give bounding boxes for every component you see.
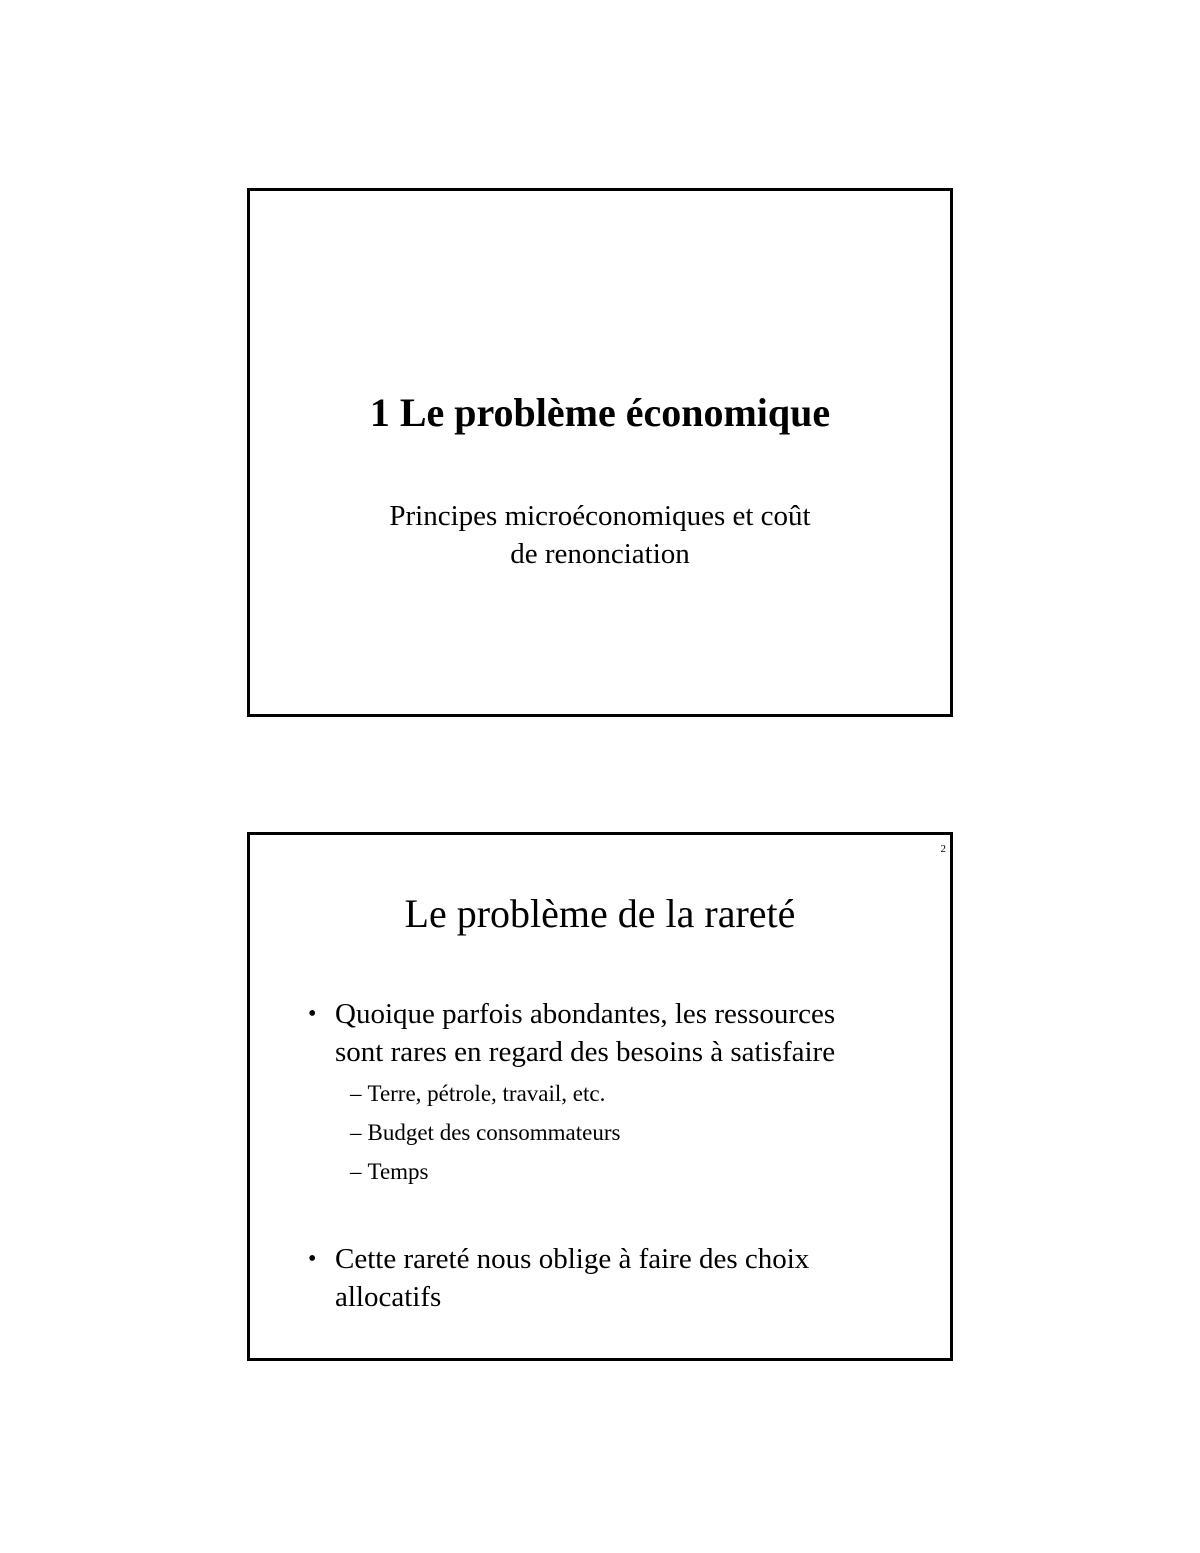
slide-1-title: 1 Le problème économique	[369, 390, 831, 435]
sub-bullet-text: Budget des consommateurs	[367, 1120, 621, 1145]
bullet-text-line-2: allocatifs	[335, 1281, 442, 1313]
bullet-text-line-1: Quoique parfois abondantes, les ressources	[335, 998, 836, 1030]
bullet-text-line-2: sont rares en regard des besoins à satisfaire	[335, 1036, 836, 1068]
slide-1-subtitle-line-2: de renonciation	[510, 538, 690, 570]
sub-bullet-text: Temps	[367, 1159, 429, 1184]
slide-1-subtitle-line-1: Principes microéconomiques et coût	[389, 500, 811, 532]
sub-bullet-dash: –	[350, 1081, 362, 1106]
slide-1-subtitle	[250, 497, 950, 573]
bullet-dot: •	[308, 1001, 317, 1027]
slide-1	[247, 188, 953, 717]
slide-number: 2	[940, 843, 946, 855]
sub-bullet-item	[350, 1119, 620, 1147]
bullet-item	[310, 1240, 910, 1316]
sub-bullet-item	[350, 1158, 429, 1186]
bullet-text-line-1: Cette rareté nous oblige à faire des choix	[335, 1243, 810, 1275]
sub-bullet-item	[350, 1080, 605, 1108]
slide-2-title: Le problème de la rareté	[404, 891, 796, 936]
sub-bullet-dash: –	[350, 1120, 362, 1145]
slide-2	[247, 832, 953, 1361]
bullet-item	[310, 995, 910, 1071]
sub-bullet-dash: –	[350, 1159, 362, 1184]
sub-bullet-text: Terre, pétrole, travail, etc.	[367, 1081, 606, 1106]
bullet-dot: •	[308, 1246, 317, 1272]
